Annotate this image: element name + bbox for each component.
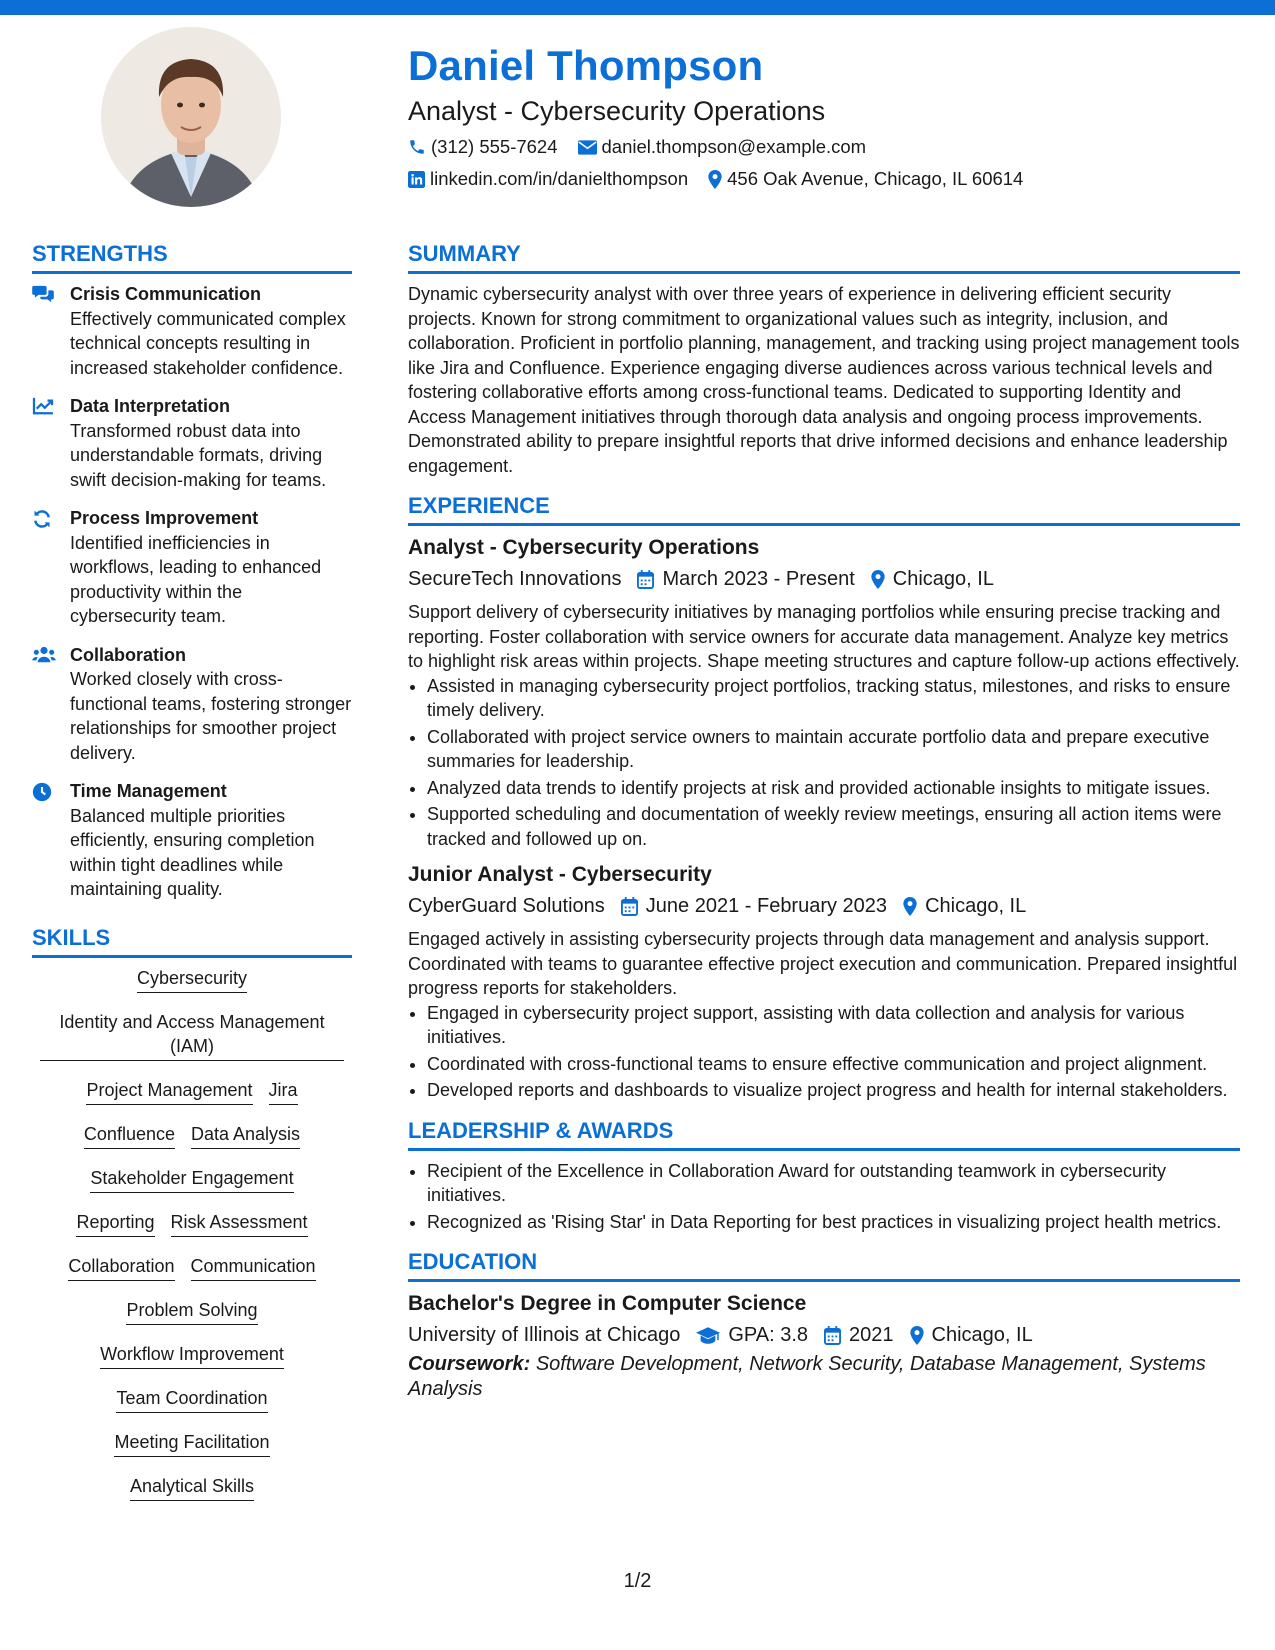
contact-row-1 [408, 134, 1228, 160]
awards-heading: LEADERSHIP & AWARDS [408, 1117, 1240, 1151]
strength-item [32, 779, 352, 902]
school-name: University of Illinois at Chicago [408, 1324, 681, 1346]
job-bullets [408, 1001, 1240, 1103]
phone-number: (312) 555-7624 [431, 136, 558, 157]
left-column [32, 240, 352, 1501]
strength-item [32, 282, 352, 380]
bullet-item: • Supported scheduling and documentation of weekly review meetings, ensuring all action items were tracked and followed up on. [427, 802, 1240, 851]
school-location: Chicago, IL [931, 1324, 1033, 1346]
strength-name: Process Improvement [70, 508, 259, 528]
strength-item [32, 643, 352, 766]
strength-name: Crisis Communication [70, 284, 262, 304]
skill-tag: Team Coordination [116, 1386, 267, 1413]
job-description: Engaged actively in assisting cybersecurity projects through data management and analysis support. Coordinated with teams to guarantee effective project execution and communication. Prepared insightful progress reports for stakeholders. [408, 929, 1238, 998]
skill-tag: Meeting Facilitation [114, 1430, 269, 1457]
candidate-title: Analyst - Cybersecurity Operations [408, 96, 826, 126]
map-pin-icon [708, 170, 722, 189]
refresh-icon [32, 509, 52, 529]
company-name: CyberGuard Solutions [408, 895, 605, 917]
coursework-list: Software Development, Network Security, Database Management, Systems Analysis [408, 1353, 1206, 1400]
address-contact [708, 166, 1023, 192]
award-item: • Recognized as 'Rising Star' in Data Reporting for best practices in visualizing project health metrics. [427, 1210, 1240, 1235]
job-meta [408, 564, 1240, 594]
job-dates: June 2021 - February 2023 [645, 895, 888, 917]
skill-tag: Data Analysis [191, 1122, 300, 1149]
calendar-icon [621, 897, 638, 916]
resume-header [408, 40, 1228, 192]
education-heading: EDUCATION [408, 1248, 1240, 1282]
bullet-item: • Engaged in cybersecurity project support, assisting with data collection and analysis for various initiatives. [427, 1001, 1240, 1050]
skill-tag: Jira [269, 1078, 298, 1105]
skills-list [32, 966, 352, 1501]
strength-description: Balanced multiple priorities efficiently, ensuring completion within tight deadlines while maintaining quality. [70, 805, 315, 899]
education-meta [408, 1320, 1240, 1350]
page-number: 1/2 [623, 1570, 652, 1592]
phone-contact [408, 134, 558, 160]
strength-description: Identified inefficiencies in workflows, leading to enhanced productivity within the cybersecurity team. [70, 532, 322, 626]
strength-item [32, 506, 352, 629]
contact-row-2 [408, 166, 1228, 192]
strength-description: Effectively communicated complex technical concepts resulting in increased stakeholder confidence. [70, 308, 346, 378]
coursework-label: Coursework: [408, 1353, 531, 1375]
skills-section [32, 924, 352, 1501]
strength-description: Worked closely with cross-functional teams, fostering stronger relationships for smoother project delivery. [70, 669, 352, 763]
company-name: SecureTech Innovations [408, 568, 622, 590]
linkedin-contact[interactable] [408, 166, 688, 192]
job-dates: March 2023 - Present [662, 568, 855, 590]
skill-tag: Project Management [86, 1078, 252, 1105]
experience-section [408, 492, 1240, 1103]
strength-name: Data Interpretation [70, 396, 231, 416]
education-section [408, 1248, 1240, 1402]
strength-description: Transformed robust data into understandable formats, driving swift decision-making for teams. [70, 420, 327, 490]
profile-photo [101, 27, 281, 207]
clock-icon [32, 782, 52, 802]
skill-tag: Problem Solving [126, 1298, 257, 1325]
job-location: Chicago, IL [892, 568, 994, 590]
users-icon [32, 646, 56, 664]
strength-item [32, 394, 352, 492]
skill-tag: Collaboration [68, 1254, 174, 1281]
graduation-year: 2021 [849, 1324, 894, 1346]
skills-heading: SKILLS [32, 924, 352, 958]
experience-heading: EXPERIENCE [408, 492, 1240, 526]
bullet-item: • Assisted in managing cybersecurity project portfolios, tracking status, milestones, and risks to ensure timely delivery. [427, 674, 1240, 723]
linkedin-url[interactable]: linkedin.com/in/danielthompson [430, 168, 689, 189]
strengths-heading: STRENGTHS [32, 240, 352, 274]
bullet-item: • Analyzed data trends to identify projects at risk and provided actionable insights to mitigate issues. [427, 776, 1240, 801]
degree-name: Bachelor's Degree in Computer Science [408, 1292, 807, 1315]
gpa-value: GPA: 3.8 [728, 1324, 809, 1346]
phone-icon [408, 138, 426, 156]
skill-tag: Reporting [76, 1210, 154, 1237]
email-contact[interactable] [578, 134, 867, 160]
job-entry [408, 534, 1240, 851]
skill-tag: Workflow Improvement [100, 1342, 284, 1369]
job-bullets [408, 674, 1240, 852]
award-item: • Recipient of the Excellence in Collaboration Award for outstanding teamwork in cybersecurity initiatives. [427, 1159, 1240, 1208]
linkedin-icon [408, 171, 425, 188]
calendar-icon [824, 1326, 841, 1345]
top-accent-bar [0, 0, 1275, 15]
summary-heading: SUMMARY [408, 240, 1240, 274]
skill-tag: Cybersecurity [137, 966, 247, 993]
job-title: Analyst - Cybersecurity Operations [408, 536, 760, 559]
map-pin-icon [903, 897, 917, 916]
coursework [408, 1352, 1240, 1402]
right-column [408, 240, 1240, 1416]
job-location: Chicago, IL [925, 895, 1027, 917]
skill-tag: Identity and Access Management (IAM) [40, 1010, 344, 1061]
bullet-item: • Coordinated with cross-functional teams to ensure effective communication and project alignment. [427, 1052, 1240, 1077]
map-pin-icon [910, 1326, 924, 1345]
bullet-item: • Collaborated with project service owners to maintain accurate portfolio data and prepare executive summaries for leadership. [427, 725, 1240, 774]
bullet-item: • Developed reports and dashboards to visualize project progress and health for internal stakeholders. [427, 1078, 1240, 1103]
graduation-cap-icon [696, 1327, 720, 1344]
skill-tag: Stakeholder Engagement [90, 1166, 293, 1193]
job-title: Junior Analyst - Cybersecurity [408, 863, 712, 886]
candidate-name: Daniel Thompson [408, 42, 764, 89]
envelope-icon [578, 140, 597, 155]
home-address: 456 Oak Avenue, Chicago, IL 60614 [727, 168, 1024, 189]
job-entry [408, 861, 1240, 1103]
strength-name: Collaboration [70, 644, 186, 665]
skill-tag: Communication [191, 1254, 316, 1281]
map-pin-icon [871, 570, 885, 589]
job-description: Support delivery of cybersecurity initiatives by managing portfolios while ensuring precise tracking and reporting. Foster collaboration with service owners for accurate data management. Analyze key metrics to highlight risk areas within projects. Shape meeting structures and capture follow-up actions effectively. [408, 602, 1240, 671]
skill-tag: Confluence [84, 1122, 175, 1149]
summary-text: Dynamic cybersecurity analyst with over three years of experience in delivering efficient security projects. Known for strong commitment to organizational values such as integrity, inclusion, and collaboration. Proficient in portfolio planning, management, and tracking using project management tools like Jira and Confluence. Experience engaging diverse audiences across various technical levels and fostering collaborative efforts among cross-functional teams. Dedicated to supporting Identity and Access Management initiatives through thorough data analysis and ongoing process improvements. Demonstrated ability to prepare insightful reports that drive informed decisions and enhance leadership engagement. [408, 284, 1240, 476]
job-meta [408, 891, 1240, 921]
chat-bubbles-icon [32, 285, 54, 303]
calendar-icon [637, 570, 654, 589]
email-address[interactable]: daniel.thompson@example.com [601, 136, 867, 157]
awards-section [408, 1117, 1240, 1235]
summary-section [408, 240, 1240, 478]
strength-name: Time Management [70, 781, 227, 801]
awards-list [408, 1159, 1240, 1235]
line-chart-icon [32, 397, 54, 415]
skill-tag: Risk Assessment [171, 1210, 308, 1237]
skill-tag: Analytical Skills [130, 1474, 254, 1501]
